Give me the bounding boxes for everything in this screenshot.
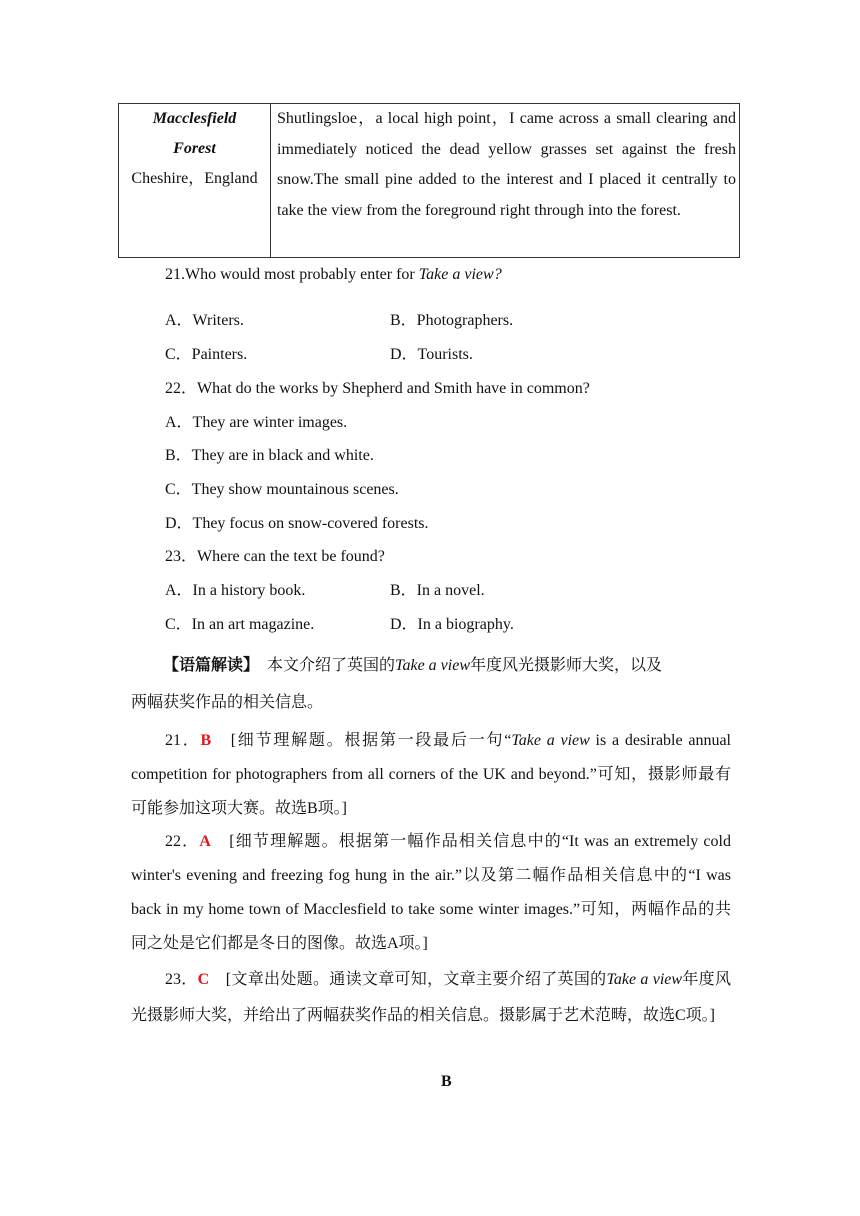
q21-option-d: D．Tourists. <box>390 346 473 363</box>
q22-option-c: C．They show mountainous scenes. <box>165 481 399 498</box>
a23-text-post: 年度风光摄影师大奖，并给出了两幅获奖作品的相关信息。摄影属于艺术范畴，故选C项。] <box>131 971 731 1024</box>
q23-option-a: A．In a history book. <box>165 582 306 599</box>
table-divider <box>270 104 271 257</box>
q21-option-a: A．Writers. <box>165 312 244 329</box>
a23-number: 23． <box>165 971 198 988</box>
reading-text-italic: Take a view <box>395 657 470 674</box>
q23-option-c: C．In an art magazine. <box>165 616 315 633</box>
a23-text-pre: [文章出处题。通读文章可知，文章主要介绍了英国的 <box>209 971 607 988</box>
q22-option-a: A．They are winter images. <box>165 414 348 431</box>
q23-stem: 23．Where can the text be found? <box>165 548 385 565</box>
a22-letter: A <box>199 833 211 850</box>
q22-option-b: B．They are in black and white. <box>165 447 374 464</box>
reading-text-post: 年度风光摄影师大奖，以及 <box>469 657 662 674</box>
reading-text-pre: 本文介绍了英国的 <box>251 657 396 674</box>
description-cell: Shutlingsloe，a local high point，I came across a small clearing and immediately noticed the dead yellow grasses set against the fresh snow.The small pine added to the interest and I placed it centrally to take the view from the foreground right through into the forest. <box>277 110 736 219</box>
a21-text-italic: Take a view <box>511 732 590 749</box>
reading-explanation <box>131 648 731 683</box>
q21-stem-italic: Take a view? <box>418 266 502 283</box>
q22-option-d: D．They focus on snow-covered forests. <box>165 515 429 532</box>
answer-22 <box>131 825 731 961</box>
a22-text: [细节理解题。根据第一幅作品相关信息中的“It was an extremely cold winter's evening and freezing fog hung in the air.”以及第二幅作品相关信息中的“I was back in my home town of Macclesfield to take some winter images.”可知，两幅作品的共同之处是它们都是冬日的图像。故选A项。] <box>131 833 731 952</box>
q22-stem: 22．What do the works by Shepherd and Smith have in common? <box>165 380 590 397</box>
q21-option-c: C．Painters. <box>165 346 248 363</box>
location-name-line2: Forest <box>173 140 216 157</box>
answer-21 <box>131 724 731 826</box>
a21-letter: B <box>200 732 212 749</box>
q21-stem <box>165 266 502 284</box>
reading-line2: 两幅获奖作品的相关信息。 <box>131 694 324 711</box>
q23-option-b: B．In a novel. <box>390 582 485 599</box>
q21-option-b: B．Photographers. <box>390 312 514 329</box>
a21-number: 21． <box>165 732 201 749</box>
q23-option-d: D．In a biography. <box>390 616 514 633</box>
section-heading: B <box>441 1073 452 1090</box>
a21-text-mid: is a desirable annual competition for photographers from all corners of the UK and beyond.”可知，摄影师最有可能参加这项大赛。故选B项。] <box>131 732 732 817</box>
location-place: Cheshire，England <box>131 170 258 187</box>
a23-text-italic: Take a view <box>606 971 683 988</box>
answer-23 <box>131 962 731 1034</box>
a23-letter: C <box>197 971 210 988</box>
a22-number: 22． <box>165 833 200 850</box>
location-cell <box>119 104 270 194</box>
reading-label: 【语篇解读】 <box>163 657 252 674</box>
entry-table <box>118 103 740 258</box>
a21-text-pre: [细节理解题。根据第一段最后一句“ <box>211 732 512 749</box>
location-name-line1: Macclesfield <box>152 110 237 127</box>
q21-stem-text: 21.Who would most probably enter for <box>165 266 419 283</box>
